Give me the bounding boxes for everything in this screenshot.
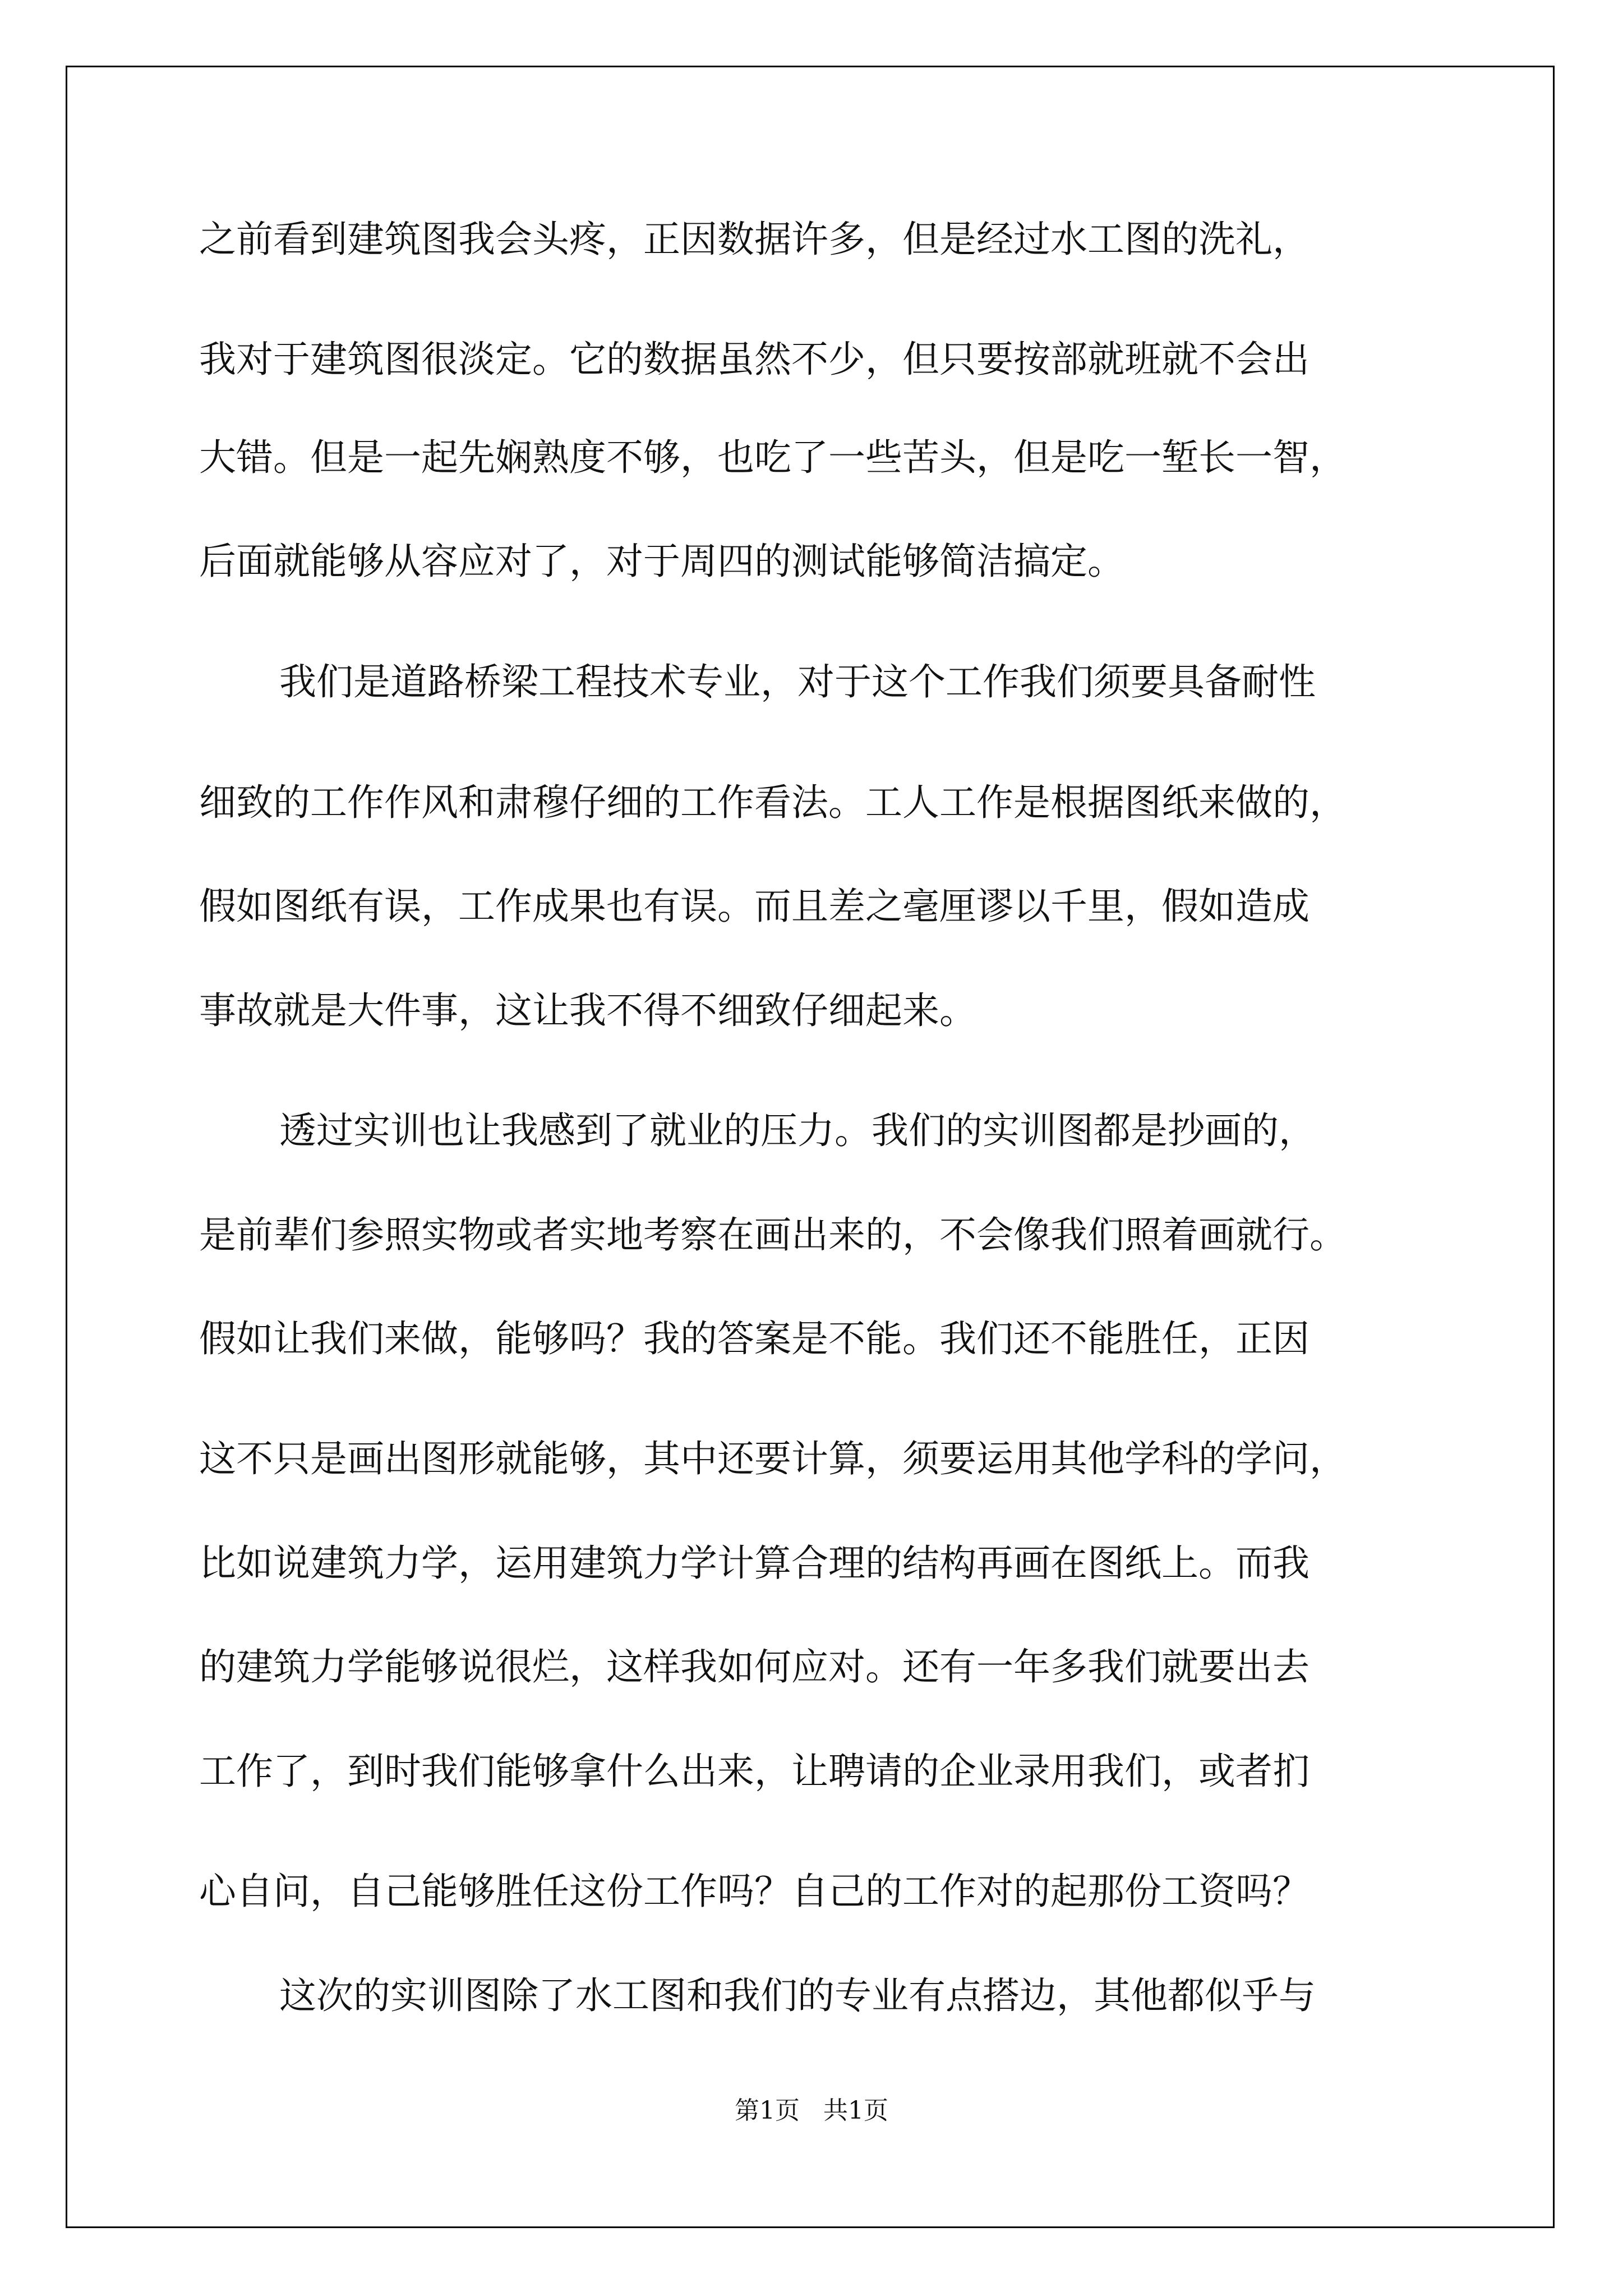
body-line-4: 后面就能够从容应对了，对于周四的测试能够简洁搞定。 — [199, 540, 1124, 583]
body-line-15: 工作了，到时我们能够拿什么出来，让聘请的企业录用我们，或者扪 — [199, 1750, 1310, 1793]
page-footer: 第1页 共1页 — [735, 2096, 888, 2125]
body-line-9-paragraph-start: 透过实训也让我感到了就业的压力。我们的实训图都是抄画的， — [279, 1109, 1316, 1152]
body-line-6: 细致的工作作风和肃穆仔细的工作看法。工人工作是根据图纸来做的， — [199, 781, 1347, 824]
body-line-12: 这不只是画出图形就能够，其中还要计算，须要运用其他学科的学问， — [199, 1437, 1347, 1480]
body-line-7: 假如图纸有误，工作成果也有误。而且差之毫厘谬以千里，假如造成 — [199, 885, 1310, 928]
body-line-17-paragraph-start: 这次的实训图除了水工图和我们的专业有点搭边，其他都似乎与 — [279, 1974, 1316, 2017]
body-line-3: 大错。但是一起先娴熟度不够，也吃了一些苦头，但是吃一堑长一智， — [199, 436, 1347, 479]
body-line-11: 假如让我们来做，能够吗？我的答案是不能。我们还不能胜任，正因 — [199, 1317, 1310, 1360]
body-line-13: 比如说建筑力学，运用建筑力学计算合理的结构再画在图纸上。而我 — [199, 1542, 1310, 1585]
body-line-8: 事故就是大件事，这让我不得不细致仔细起来。 — [199, 989, 976, 1032]
body-line-1: 之前看到建筑图我会头疼，正因数据许多，但是经过水工图的洗礼， — [199, 218, 1310, 261]
body-line-10: 是前辈们参照实物或者实地考察在画出来的，不会像我们照着画就行。 — [199, 1213, 1347, 1257]
body-line-2: 我对于建筑图很淡定。它的数据虽然不少，但只要按部就班就不会出 — [199, 338, 1310, 381]
body-line-16: 心自问，自己能够胜任这份工作吗？自己的工作对的起那份工资吗？ — [199, 1870, 1310, 1913]
body-line-14: 的建筑力学能够说很烂，这样我如何应对。还有一年多我们就要出去 — [199, 1645, 1310, 1688]
body-line-5-paragraph-start: 我们是道路桥梁工程技术专业，对于这个工作我们须要具备耐性 — [279, 660, 1316, 703]
